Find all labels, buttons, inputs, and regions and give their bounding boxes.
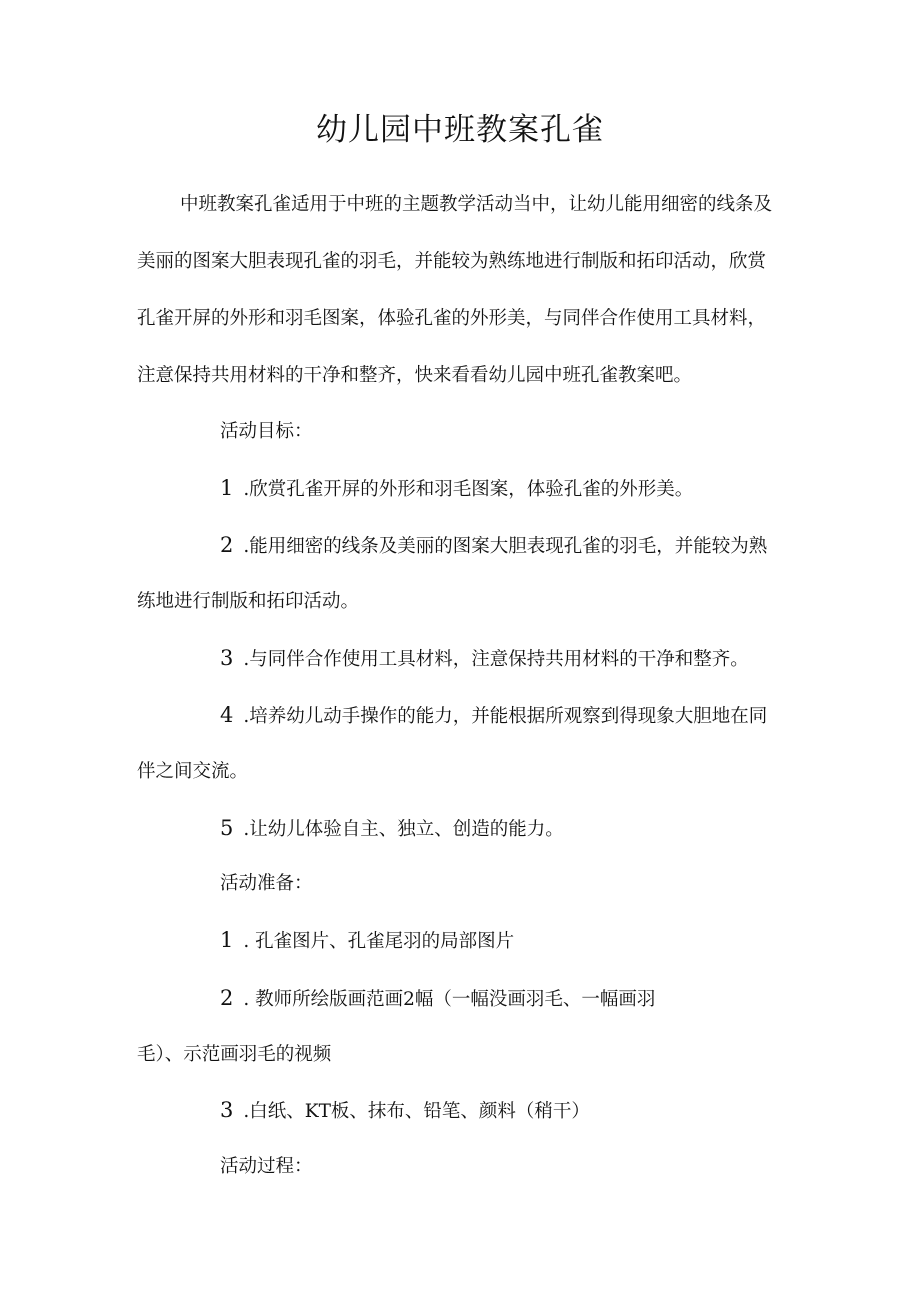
goal-item-4 (220, 702, 767, 730)
goal-text: .能用细密的线条及美丽的图案大胆表现孔雀的羽毛，并能较为熟 (243, 536, 768, 557)
goal-text: .与同伴合作使用工具材料，注意保持共用材料的干净和整齐。 (243, 649, 749, 670)
prep-number: 3 (220, 1098, 234, 1122)
intro-line-3: 孔雀开屏的外形和羽毛图案，体验孔雀的外形美，与同伴合作使用工具材料， (137, 308, 767, 329)
document-title: 幼儿园中班教案孔雀 (316, 112, 604, 148)
prep-text: . 教师所绘版画范画2幅（一幅没画羽毛、一幅画羽 (243, 989, 656, 1010)
goal-item-1 (220, 475, 693, 503)
prep-item-3 (220, 1097, 590, 1125)
prep-number: 2 (220, 986, 234, 1010)
prep-item-2 (220, 985, 655, 1013)
intro-line-2: 美丽的图案大胆表现孔雀的羽毛，并能较为熟练地进行制版和拓印活动，欣赏 (137, 251, 767, 272)
goal-item-2 (220, 532, 767, 560)
goal-item-2-continued: 练地进行制版和拓印活动。 (137, 591, 360, 612)
goal-item-5 (220, 815, 564, 843)
goal-number: 5 (220, 816, 234, 840)
intro-line-4: 注意保持共用材料的干净和整齐，快来看看幼儿园中班孔雀教案吧。 (137, 365, 693, 386)
process-heading: 活动过程： (220, 1156, 313, 1177)
goal-text: .欣赏孔雀开屏的外形和羽毛图案，体验孔雀的外形美。 (243, 479, 694, 500)
goal-number: 1 (220, 476, 234, 500)
goal-number: 2 (220, 533, 234, 557)
goal-text: .培养幼儿动手操作的能力，并能根据所观察到得现象大胆地在同 (243, 706, 768, 727)
goal-number: 4 (220, 703, 234, 727)
intro-line-1: 中班教案孔雀适用于中班的主题教学活动当中，让幼儿能用细密的线条及 (180, 194, 773, 215)
prep-item-2-continued: 毛）、示范画羽毛的视频 (137, 1044, 332, 1065)
prep-text: . 孔雀图片、孔雀尾羽的局部图片 (243, 931, 515, 952)
goal-number: 3 (220, 646, 234, 670)
goals-heading: 活动目标： (220, 421, 313, 442)
goal-item-4-continued: 伴之间交流。 (137, 761, 249, 782)
prep-item-1 (220, 927, 514, 955)
prep-heading: 活动准备： (220, 873, 313, 894)
prep-text: .白纸、KT板、抹布、铅笔、颜料（稍干） (243, 1101, 590, 1122)
goal-item-3 (220, 645, 749, 673)
goal-text: .让幼儿体验自主、独立、创造的能力。 (243, 819, 564, 840)
prep-number: 1 (220, 928, 234, 952)
